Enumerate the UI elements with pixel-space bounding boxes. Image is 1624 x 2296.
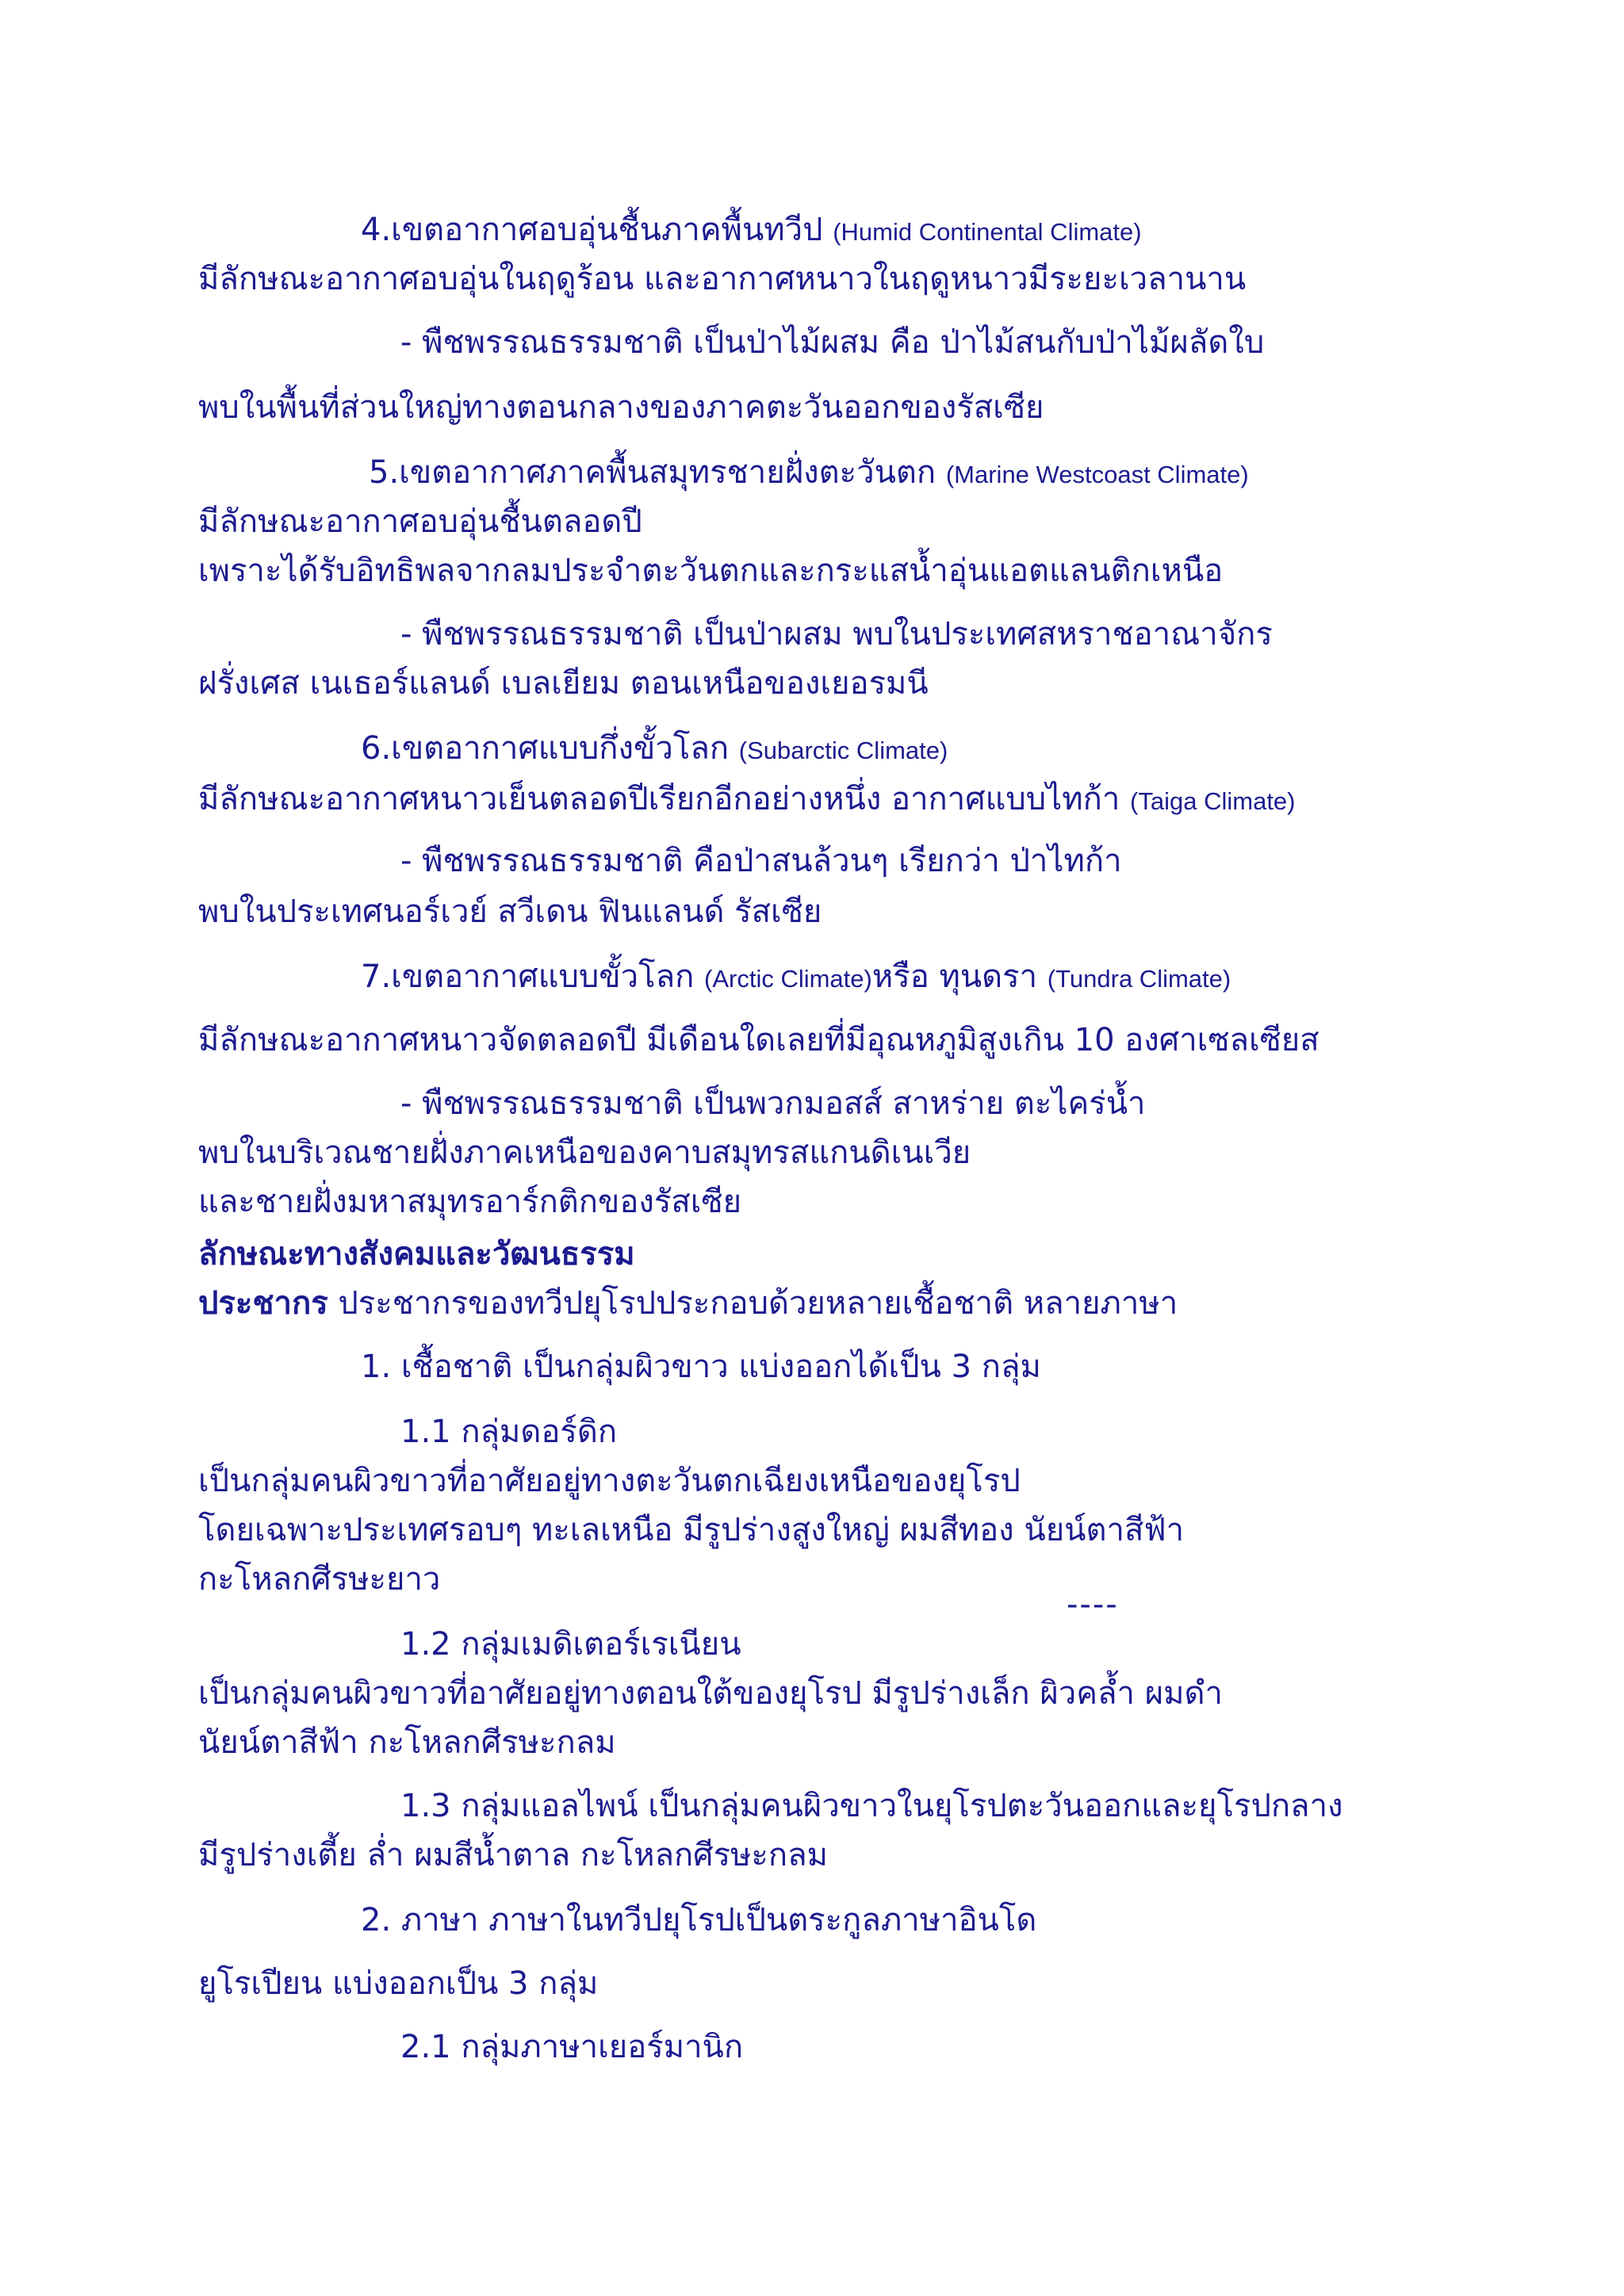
text-line: มีลักษณะอากาศหนาวจัดตลอดปี มีเดือนใดเลยที่มีอุณหภูมิสูงเกิน 10 องศาเซลเซียส (198, 1022, 1320, 1058)
heading-subarctic: 6.เขตอากาศแบบกึ่งขั้วโลก (Subarctic Climate) (361, 730, 948, 767)
vegetation-line: - พืชพรรณธรรมชาติ เป็นพวกมอสส์ สาหร่าย ตะไคร่น้ำ (400, 1085, 1146, 1122)
text-line: มีรูปร่างเตี้ย ล่ำ ผมสีน้ำตาล กะโหลกศีรษะกลม (198, 1837, 829, 1873)
text-line: เป็นกลุ่มคนผิวขาวที่อาศัยอยู่ทางตอนใต้ของยุโรป มีรูปร่างเล็ก ผิวคล้ำ ผมดำ (198, 1675, 1223, 1712)
text-line: มีลักษณะอากาศหนาวเย็นตลอดปีเรียกอีกอย่างหนึ่ง อากาศแบบไทก้า (Taiga Climate) (198, 781, 1296, 817)
text-line: พบในพื้นที่ส่วนใหญ่ทางตอนกลางของภาคตะวันออกของรัสเซีย (198, 389, 1044, 426)
text-line: และชายฝั่งมหาสมุทรอาร์กติกของรัสเซีย (198, 1184, 742, 1220)
dashes: ---- (1067, 1586, 1119, 1623)
text-line: มีลักษณะอากาศอบอุ่นในฤดูร้อน และอากาศหนาวในฤดูหนาวมีระยะเวลานาน (198, 261, 1247, 297)
vegetation-line: - พืชพรรณธรรมชาติ คือป่าสนล้วนๆ เรียกว่า ป่าไทก้า (400, 843, 1122, 879)
heading-arctic: 7.เขตอากาศแบบขั้วโลก (Arctic Climate)หรือ ทุนดรา (Tundra Climate) (361, 959, 1231, 995)
text-line: นัยน์ตาสีฟ้า กะโหลกศีรษะกลม (198, 1724, 616, 1761)
heading-humid-continental: 4.เขตอากาศอบอุ่นชื้นภาคพื้นทวีป (Humid Continental Climate) (361, 212, 1142, 248)
list-item-nordic: 1.1 กลุ่มดอร์ดิก (400, 1414, 618, 1450)
text-line: กะโหลกศีรษะยาว (198, 1561, 441, 1598)
vegetation-line: - พืชพรรณธรรมชาติ เป็นป่าไม้ผสม คือ ป่าไม้สนกับป่าไม้ผลัดใบ (400, 324, 1265, 361)
text-line: พบในประเทศนอร์เวย์ สวีเดน ฟินแลนด์ รัสเซีย (198, 894, 822, 930)
text-line: โดยเฉพาะประเทศรอบๆ ทะเลเหนือ มีรูปร่างสูงใหญ่ ผมสีทอง นัยน์ตาสีฟ้า (198, 1512, 1185, 1548)
section-heading-society-culture: ลักษณะทางสังคมและวัฒนธรรม (198, 1236, 635, 1272)
list-item-ethnicity: 1. เชื้อชาติ เป็นกลุ่มผิวขาว แบ่งออกได้เป็น 3 กลุ่ม (361, 1349, 1041, 1385)
text-line: ฝรั่งเศส เนเธอร์แลนด์ เบลเยียม ตอนเหนือของเยอรมนี (198, 665, 929, 702)
list-item-mediterranean: 1.2 กลุ่มเมดิเตอร์เรเนียน (400, 1626, 741, 1663)
text-line: พบในบริเวณชายฝั่งภาคเหนือของคาบสมุทรสแกนดิเนเวีย (198, 1135, 971, 1171)
text-line: เพราะได้รับอิทธิพลจากลมประจำตะวันตกและกระแสน้ำอุ่นแอตแลนติกเหนือ (198, 553, 1224, 589)
list-item-alpine: 1.3 กลุ่มแอลไพน์ เป็นกลุ่มคนผิวขาวในยุโรปตะวันออกและยุโรปกลาง (400, 1788, 1343, 1824)
text-line: มีลักษณะอากาศอบอุ่นชื้นตลอดปี (198, 503, 642, 540)
text-line: เป็นกลุ่มคนผิวขาวที่อาศัยอยู่ทางตะวันตกเฉียงเหนือของยุโรป (198, 1463, 1021, 1499)
population-line: ประชากร ประชากรของทวีปยุโรปประกอบด้วยหลายเชื้อชาติ หลายภาษา (198, 1285, 1178, 1322)
list-item-language: 2. ภาษา ภาษาในทวีปยุโรปเป็นตระกูลภาษาอินโด (361, 1902, 1037, 1938)
text-line: ยูโรเปียน แบ่งออกเป็น 3 กลุ่ม (198, 1965, 599, 2002)
list-item-germanic: 2.1 กลุ่มภาษาเยอร์มานิก (400, 2029, 744, 2065)
vegetation-line: - พืชพรรณธรรมชาติ เป็นป่าผสม พบในประเทศสหราชอาณาจักร (400, 616, 1273, 652)
heading-marine-westcoast: 5.เขตอากาศภาคพื้นสมุทรชายฝั่งตะวันตก (Marine Westcoast Climate) (369, 454, 1249, 491)
